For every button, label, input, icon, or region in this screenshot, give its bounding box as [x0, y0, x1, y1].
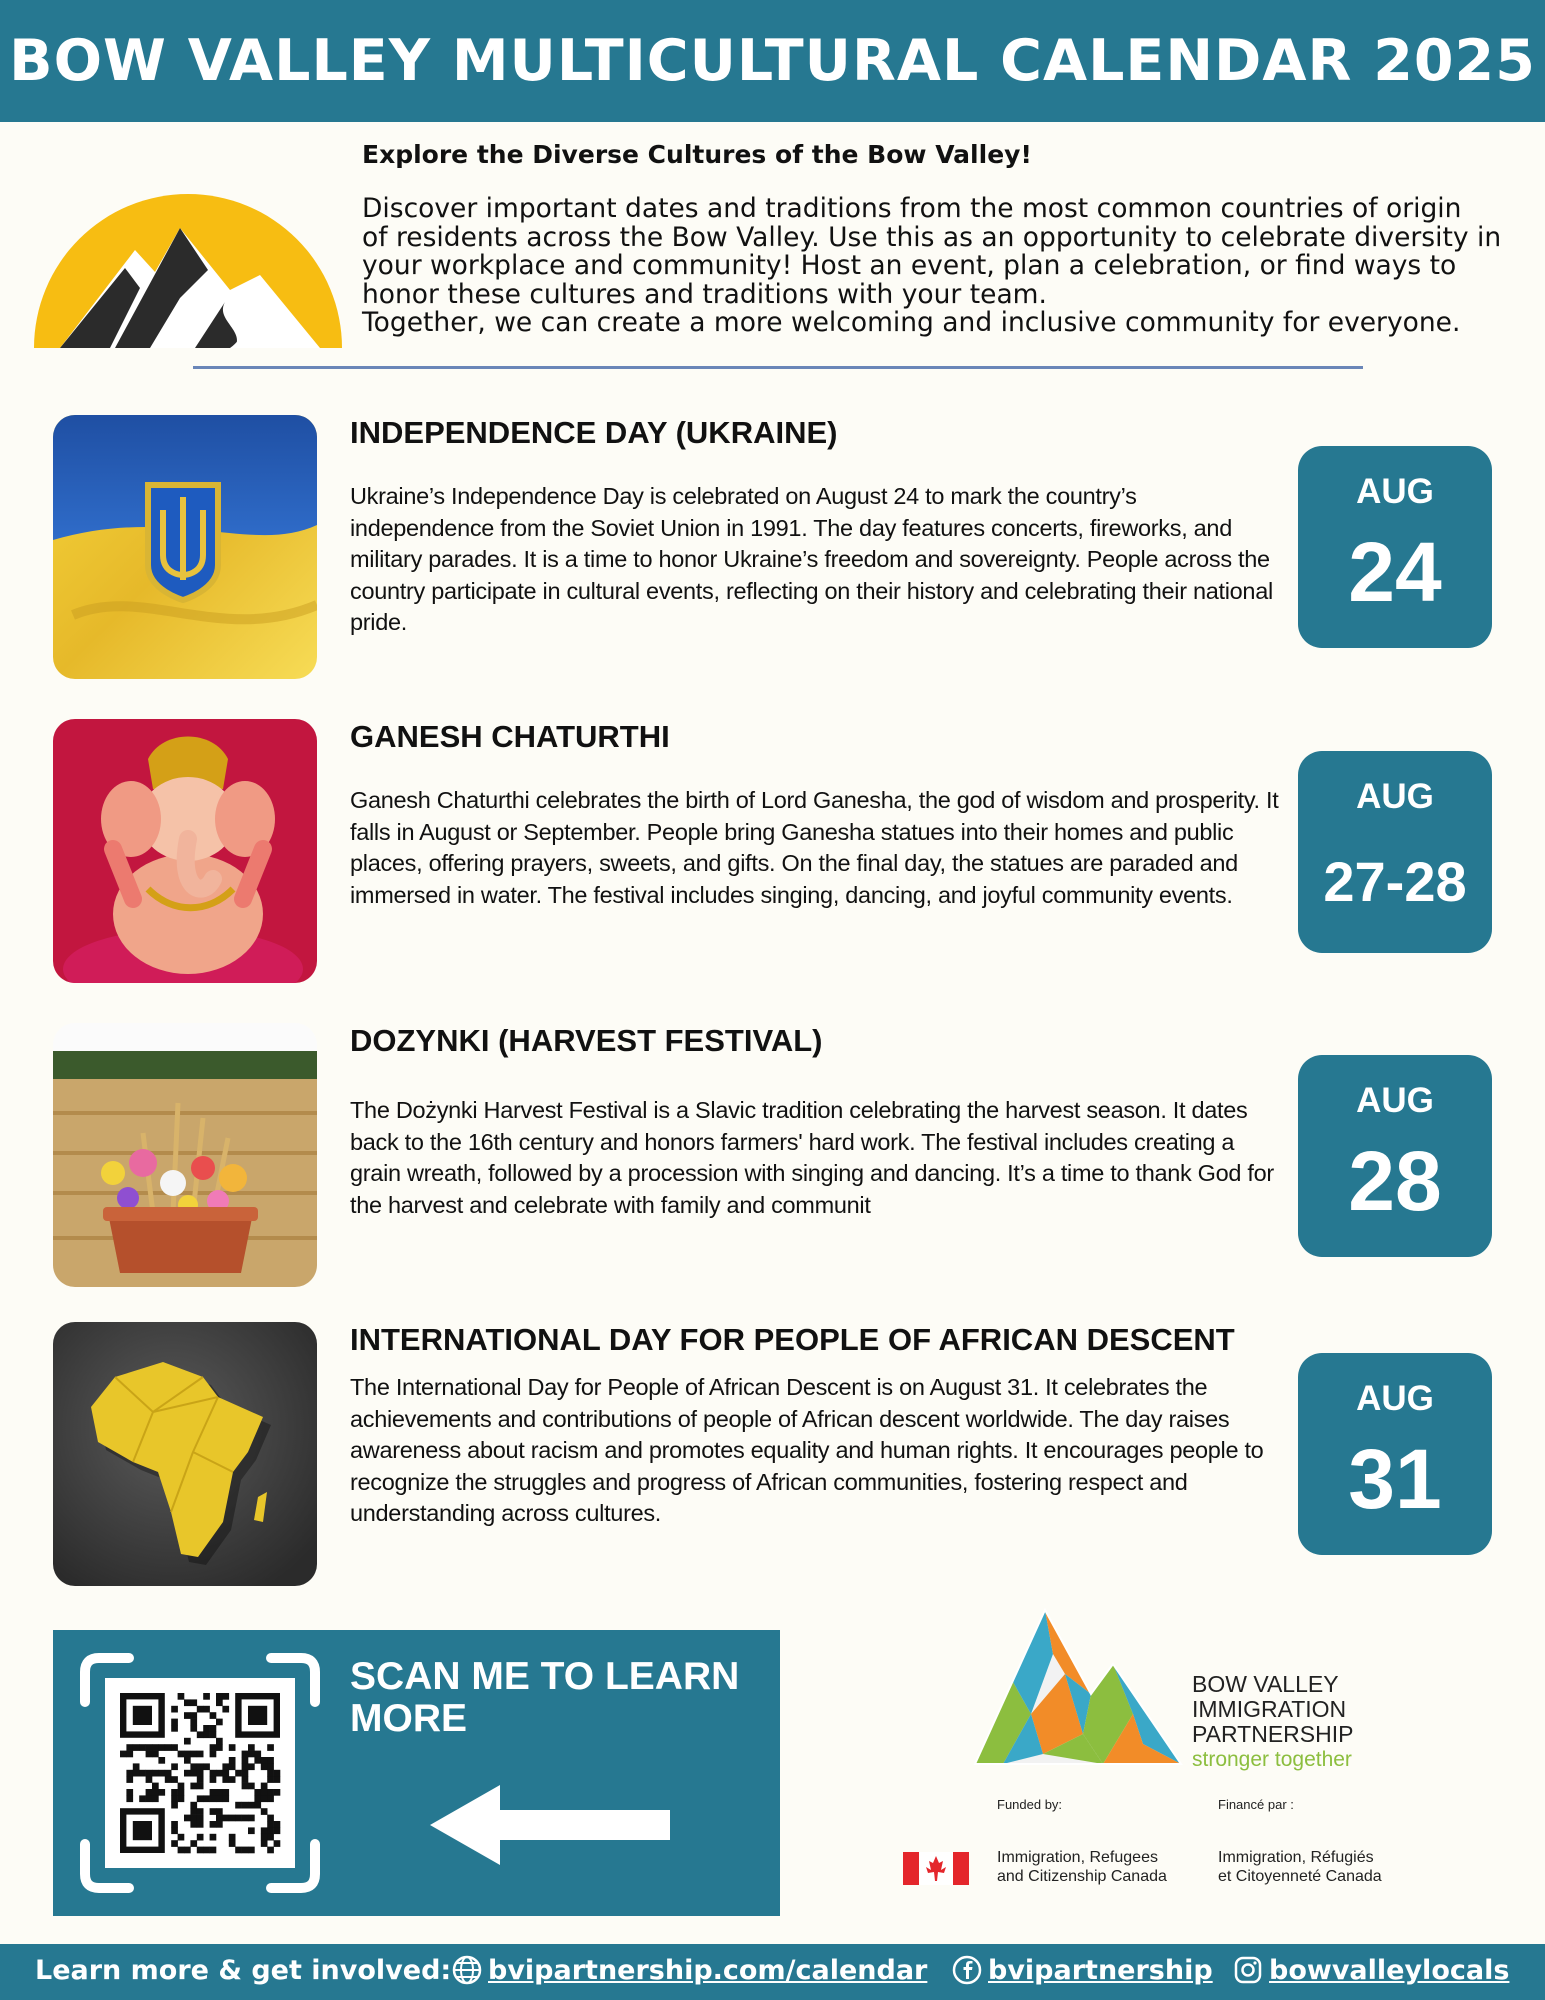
africa-map-image [53, 1322, 317, 1586]
agency-name-fr [1218, 1848, 1382, 1886]
event-title: INTERNATIONAL DAY FOR PEOPLE OF AFRICAN DESCENT [350, 1322, 1235, 1357]
date-badge [1298, 1353, 1492, 1555]
ganesha-statue-image [53, 719, 317, 983]
intro-section [362, 140, 1522, 338]
agency-line: Immigration, Refugees [997, 1849, 1158, 1866]
date-badge [1298, 1055, 1492, 1257]
partner-tagline: stronger together [1192, 1748, 1352, 1771]
event-title: GANESH CHATURTHI [350, 719, 670, 754]
date-badge [1298, 446, 1492, 648]
agency-line: et Citoyenneté Canada [1218, 1868, 1382, 1885]
funded-by-label-fr: Financé par : [1218, 1797, 1294, 1812]
event-description: Ganesh Chaturthi celebrates the birth of Lord Ganesha, the god of wisdom and prosperity. It falls in August or September. People bring Ganesha statues into their homes and public places, offering prayers, sweets, and gifts. On the final day, the statues are paraded and immersed in water. The festival includes singing, dancing, and joyful community events. [350, 787, 1279, 908]
facebook-link[interactable] [952, 1955, 1213, 1986]
date-day: 24 [1348, 525, 1442, 619]
partner-line: BOW VALLEY [1192, 1671, 1339, 1697]
date-month: AUG [1356, 777, 1434, 816]
agency-name-en [997, 1848, 1167, 1886]
date-day: 31 [1348, 1432, 1442, 1526]
date-badge [1298, 751, 1492, 953]
intro-line: your workplace and community! Host an event, plan a celebration, or find ways to [362, 250, 1457, 281]
agency-line: Immigration, Réfugiés [1218, 1849, 1374, 1866]
event-description: The Dożynki Harvest Festival is a Slavic tradition celebrating the harvest season. It dates back to the 16th century and honors farmers' hard work. The festival includes creating a grain wreath, followed by a procession with singing and dancing. It’s a time to thank God for the harvest and celebrate with family and communit [350, 1097, 1274, 1218]
date-month: AUG [1356, 1379, 1434, 1418]
scan-title: SCAN ME TO LEARN MORE [350, 1655, 740, 1740]
ukraine-flag-image [53, 415, 317, 679]
page-header [0, 0, 1545, 122]
mountain-logo-icon [30, 180, 346, 350]
instagram-handle[interactable]: bowvalleylocals [1269, 1955, 1510, 1986]
intro-line: honor these cultures and traditions with your team. [362, 278, 1047, 310]
intro-text [362, 195, 1522, 338]
event-title: DOZYNKI (HARVEST FESTIVAL) [350, 1023, 823, 1058]
partner-name [1192, 1672, 1353, 1772]
date-month: AUG [1356, 472, 1434, 511]
bvip-logo-icon [973, 1604, 1183, 1770]
page-title: BOW VALLEY MULTICULTURAL CALENDAR 2025 [9, 28, 1536, 94]
event-description: The International Day for People of African Descent is on August 31. It celebrates the achievements and contributions of people of African descent worldwide. The day raises awareness about racism and promotes equality and human rights. It encourages people to recognize the struggles and progress of African communities, fostering respect and understanding across cultures. [350, 1374, 1264, 1526]
event-ganesh-chaturthi [0, 719, 1545, 983]
globe-icon [452, 1955, 482, 1985]
canada-flag-icon [903, 1852, 969, 1885]
website-url[interactable]: bvipartnership.com/calendar [488, 1955, 928, 1986]
intro-heading: Explore the Diverse Cultures of the Bow Valley! [362, 140, 1032, 169]
date-day: 27-28 [1323, 850, 1467, 913]
event-title: INDEPENDENCE DAY (UKRAINE) [350, 415, 838, 450]
date-day: 28 [1348, 1134, 1442, 1228]
partner-line: IMMIGRATION [1192, 1696, 1347, 1722]
instagram-icon [1233, 1955, 1263, 1985]
intro-line: Together, we can create a more welcoming and inclusive community for everyone. [362, 307, 1461, 338]
intro-line: Discover important dates and traditions from the most common countries of origin [362, 193, 1462, 224]
event-ukraine [0, 415, 1545, 679]
website-link[interactable] [452, 1955, 927, 1986]
facebook-handle[interactable]: bvipartnership [988, 1955, 1213, 1986]
footer-bar [0, 1944, 1545, 2000]
agency-line: and Citizenship Canada [997, 1868, 1167, 1885]
date-month: AUG [1356, 1081, 1434, 1120]
partner-line: PARTNERSHIP [1192, 1721, 1354, 1747]
harvest-bouquet-image [53, 1023, 317, 1287]
event-description: Ukraine’s Independence Day is celebrated on August 24 to mark the country’s independence from the Soviet Union in 1991. The day features concerts, fireworks, and military parades. It is a time to honor Ukraine’s freedom and sovereignty. People across the country participate in cultural events, reflecting on their history and celebrating their national pride. [350, 483, 1273, 635]
instagram-link[interactable] [1233, 1955, 1509, 1986]
arrow-left-icon [425, 1780, 675, 1870]
funded-by-label: Funded by: [997, 1797, 1063, 1812]
event-african-descent [0, 1322, 1545, 1586]
intro-line: of residents across the Bow Valley. Use this as an opportunity to celebrate diversity in [362, 221, 1502, 253]
scan-qr-panel [53, 1630, 780, 1916]
footer-lead: Learn more & get involved: [35, 1955, 452, 1986]
qr-code-icon[interactable] [79, 1652, 321, 1894]
divider [193, 366, 1363, 369]
event-dozynki [0, 1023, 1545, 1287]
facebook-icon [952, 1955, 982, 1985]
